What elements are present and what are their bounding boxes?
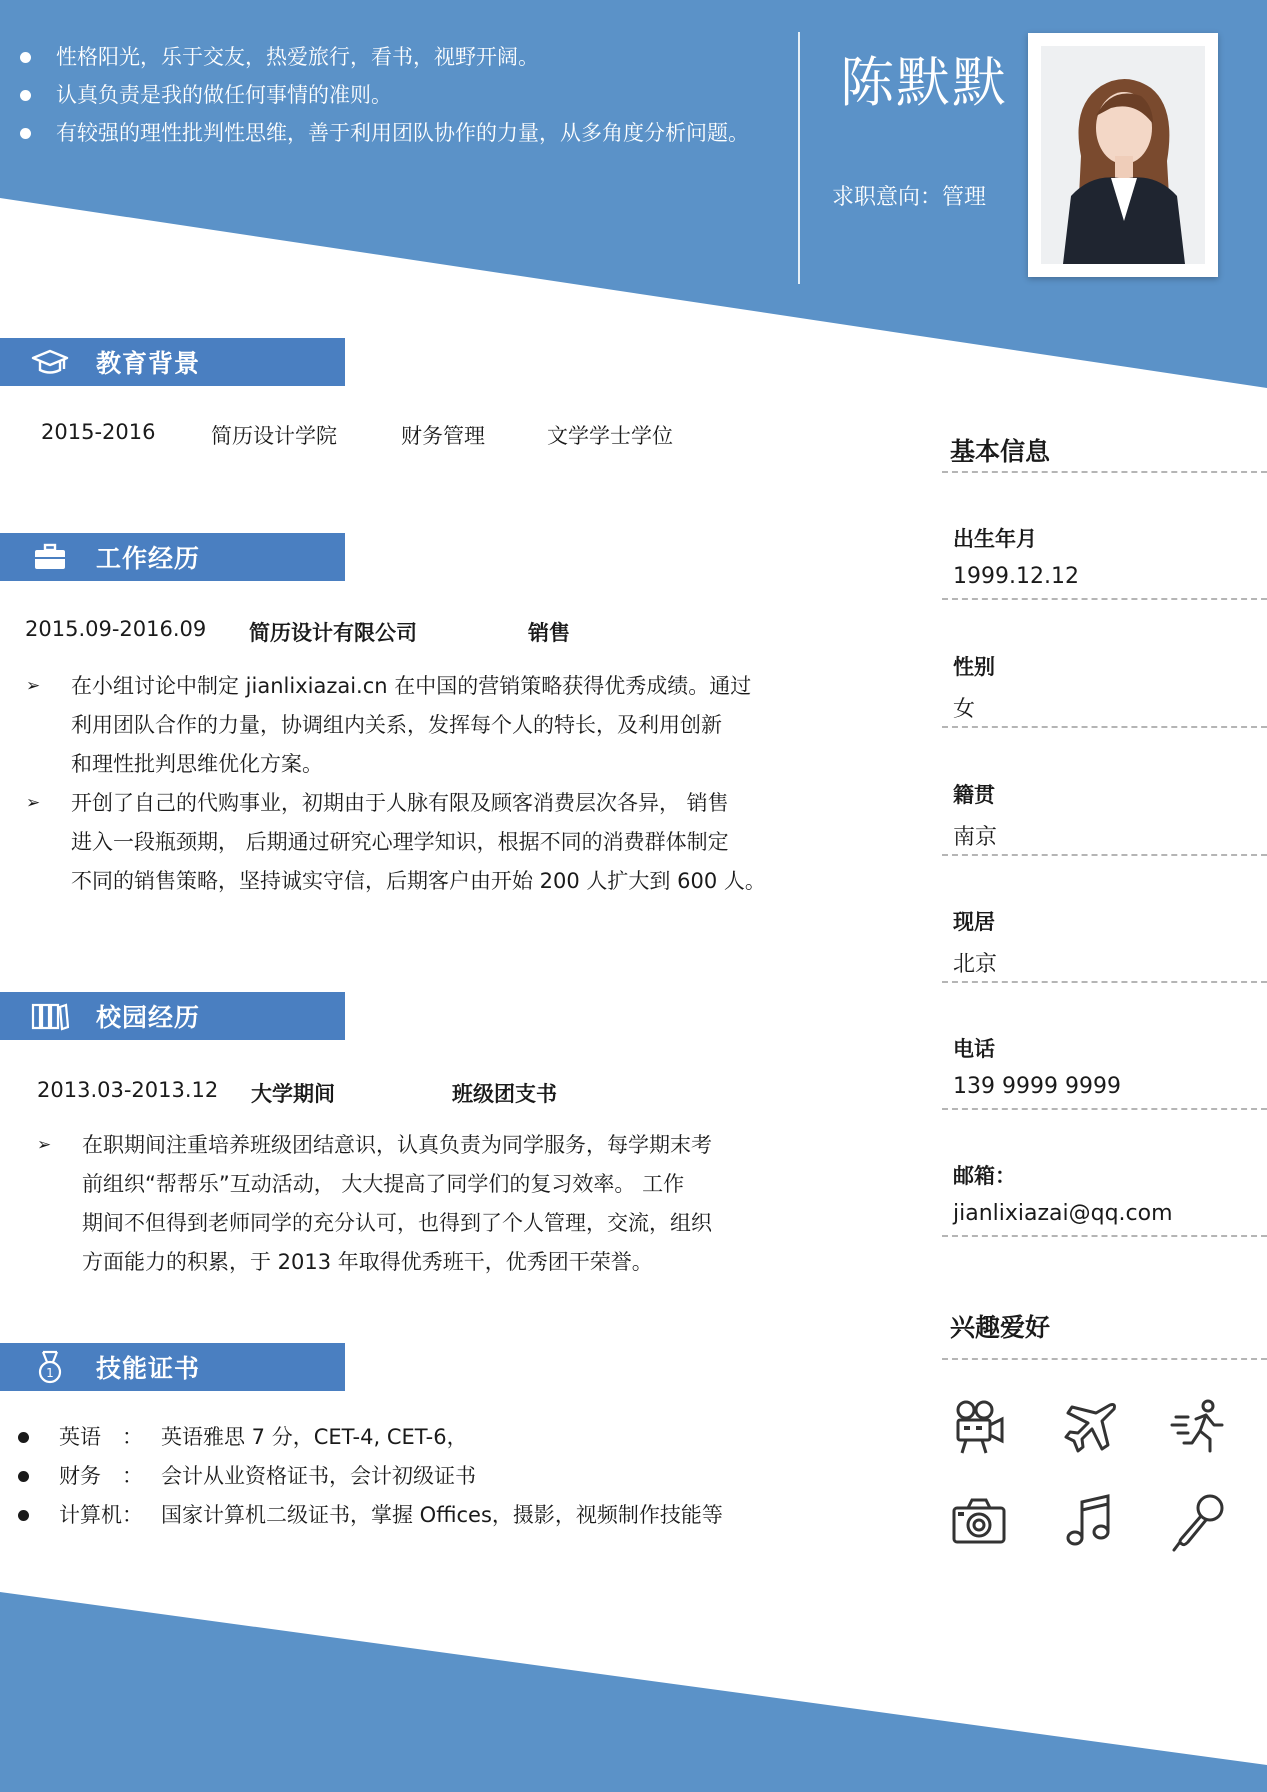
- field-label: 出生年月: [953, 527, 1037, 551]
- field-value: 南京: [953, 825, 998, 850]
- skills-list: [18, 1418, 723, 1535]
- list-item: ➢ 在职期间注重培养班级团结意识，认真负责为同学服务，每学期末考 前组织“帮帮乐”互动活动， 大大提高了同学们的复习效率。 工作 期间不但得到老师同学的充分认可，也得到了个人管理，交流，组织 方面能力的积累，于 2013 年取得优秀班干，优秀团干荣誉。: [37, 1133, 712, 1274]
- field-label: 性别: [953, 655, 995, 679]
- work-role: 销售: [528, 621, 570, 645]
- divider: [942, 1108, 1267, 1110]
- list-item: 计算机： 国家计算机二级证书，掌握 Offices，摄影，视频制作技能等: [18, 1496, 723, 1535]
- campus-period: 2013.03-2013.12: [37, 1078, 219, 1102]
- section-title: 工作经历: [96, 544, 201, 573]
- campus-section-header: [0, 992, 345, 1040]
- music-note-icon: [1060, 1492, 1120, 1552]
- header-divider: [798, 32, 800, 284]
- field-label: 籍贯: [953, 783, 995, 807]
- hobbies-title: 兴趣爱好: [950, 1313, 1051, 1342]
- footer-banner: [0, 1592, 1267, 1792]
- summary-item: 认真负责是我的做任何事情的准则。: [20, 76, 800, 114]
- books-icon: [28, 1000, 72, 1032]
- education-major: 财务管理: [401, 424, 485, 448]
- list-item: 财务 ： 会计从业资格证书，会计初级证书: [18, 1457, 723, 1496]
- divider: [942, 1235, 1267, 1237]
- divider: [942, 1358, 1267, 1360]
- airplane-icon: [1060, 1397, 1120, 1457]
- field-value: 女: [953, 697, 976, 722]
- field-value: jianlixiazai@qq.com: [953, 1201, 1173, 1226]
- field-value: 1999.12.12: [953, 564, 1079, 589]
- work-company: 简历设计有限公司: [249, 621, 417, 645]
- summary-item: 有较强的理性批判性思维，善于利用团队协作的力量，从多角度分析问题。: [20, 114, 800, 152]
- list-item: ➢ 开创了自己的代购事业，初期由于人脉有限及顾客消费层次各异， 销售 进入一段瓶颈期， 后期通过研究心理学知识，根据不同的消费群体制定 不同的销售策略，坚持诚实守信，后期客户由开始 200 人扩大到 600 人。: [26, 791, 766, 893]
- divider: [942, 854, 1267, 856]
- field-label: 邮箱：: [953, 1164, 1016, 1188]
- microphone-icon: [1170, 1492, 1230, 1552]
- portrait-image: [1041, 46, 1205, 264]
- profile-photo: [1028, 33, 1218, 277]
- divider: [942, 598, 1267, 600]
- camera-icon: [950, 1492, 1010, 1552]
- candidate-name: 陈默默: [840, 51, 1008, 114]
- basic-info-title: 基本信息: [950, 437, 1051, 466]
- work-section-header: [0, 533, 345, 581]
- education-section-header: [0, 338, 345, 386]
- movie-camera-icon: [950, 1397, 1010, 1457]
- summary-item: 性格阳光，乐于交友，热爱旅行，看书，视野开阔。: [20, 38, 800, 76]
- graduation-cap-icon: [28, 346, 72, 378]
- summary-list: [20, 38, 800, 152]
- running-icon: [1170, 1397, 1230, 1457]
- divider: [942, 726, 1267, 728]
- divider: [942, 471, 1267, 473]
- section-title: 技能证书: [96, 1354, 201, 1383]
- medal-icon: [28, 1351, 72, 1383]
- work-period: 2015.09-2016.09: [25, 617, 207, 641]
- field-label: 电话: [953, 1037, 995, 1061]
- svg-text:1: 1: [46, 1366, 54, 1380]
- campus-role: 班级团支书: [452, 1082, 557, 1106]
- field-value: 139 9999 9999: [953, 1074, 1121, 1099]
- education-school: 简历设计学院: [211, 424, 337, 448]
- section-title: 校园经历: [96, 1003, 201, 1032]
- work-bullets: [26, 667, 786, 901]
- skills-section-header: [0, 1343, 345, 1391]
- divider: [942, 981, 1267, 983]
- field-value: 北京: [953, 952, 998, 977]
- list-item: ➢ 在小组讨论中制定 jianlixiazai.cn 在中国的营销策略获得优秀成绩。通过 利用团队合作的力量，协调组内关系，发挥每个人的特长，及利用创新 和理性批判思维优化方案。: [26, 674, 752, 776]
- section-title: 教育背景: [96, 349, 201, 378]
- campus-org: 大学期间: [251, 1082, 335, 1106]
- job-intent: 求职意向：管理: [832, 185, 987, 210]
- education-period: 2015-2016: [41, 420, 156, 444]
- education-degree: 文学学士学位: [547, 424, 673, 448]
- field-label: 现居: [953, 910, 995, 934]
- list-item: 英语 ： 英语雅思 7 分，CET-4, CET-6，: [18, 1418, 723, 1457]
- briefcase-icon: [28, 541, 72, 573]
- campus-bullets: [37, 1126, 797, 1282]
